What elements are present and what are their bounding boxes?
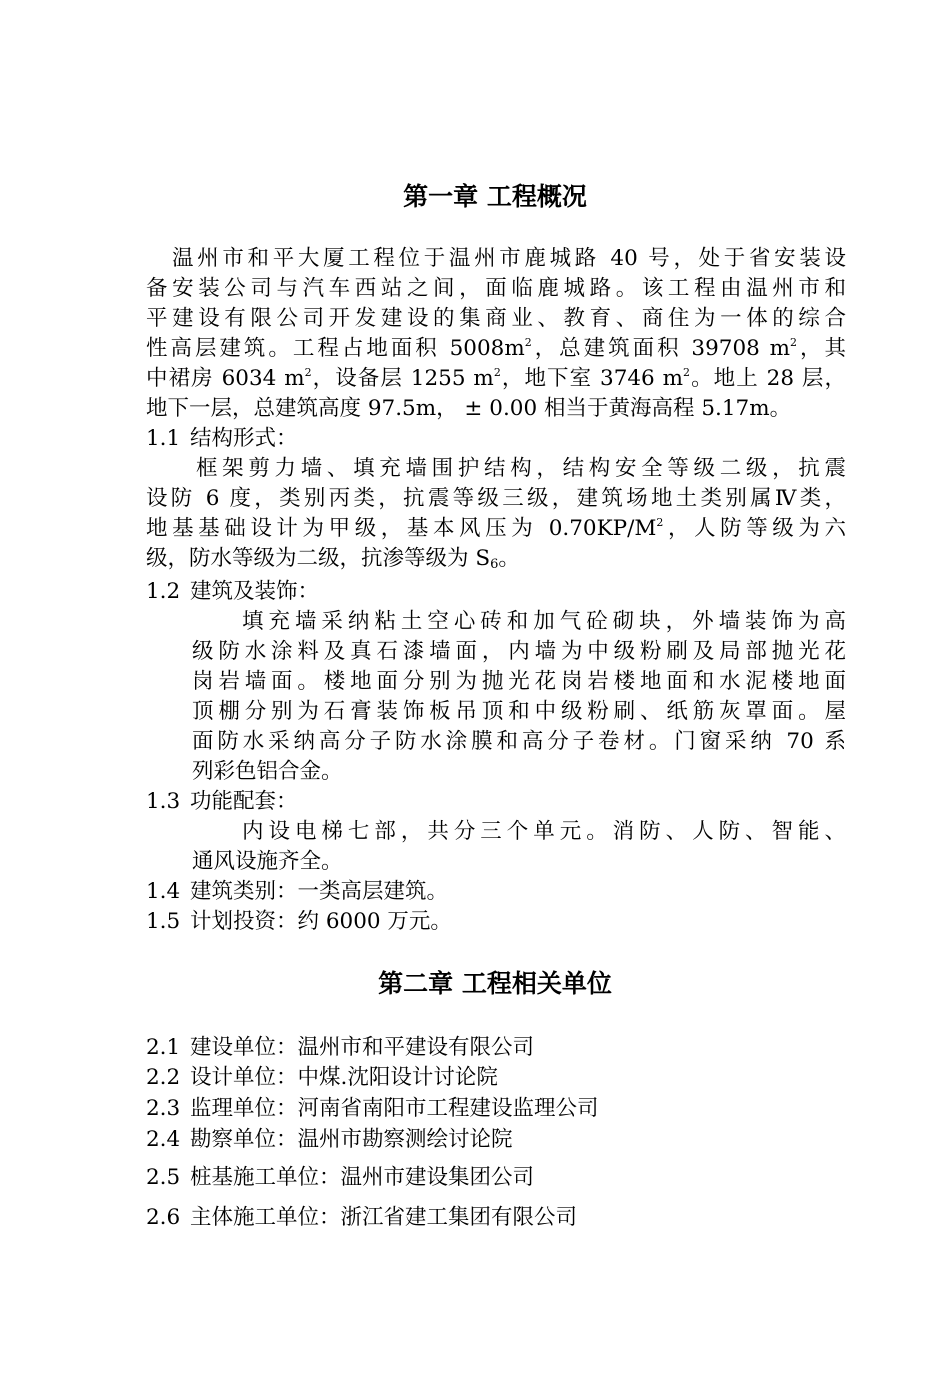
paragraph-line: 中裙房 6034 $m^2$，设备层 1255 $m^2$，地下室 3746 $m^2$。地上 28 层，	[146, 366, 846, 391]
paragraph-line: 通风设施齐全。	[192, 849, 343, 874]
paragraph-line: 地基基础设计为甲级，基本风压为 $0.70KP/M^2$，人防等级为六	[146, 516, 846, 541]
paragraph-line: 温州市和平大厦工程位于温州市鹿城路 40 号，处于省安装设	[172, 246, 846, 271]
unit-item: 2.4 勘察单位：温州市勘察测绘讨论院	[146, 1127, 513, 1152]
section-heading-1-1: 1.1 结构形式：	[146, 426, 298, 451]
paragraph-line: 级，防水等级为二级，抗渗等级为 $S_6$。	[146, 546, 520, 572]
section-heading-1-2: 1.2 建筑及装饰：	[146, 579, 320, 604]
chapter-2-title: 第二章 工程相关单位	[378, 969, 612, 998]
section-heading-1-5: 1.5 计划投资：约 6000 万元。	[146, 909, 452, 934]
paragraph-line: 填充墙采纳粘土空心砖和加气砼砌块，外墙装饰为高	[242, 609, 846, 634]
unit-item: 2.5 桩基施工单位：温州市建设集团公司	[146, 1165, 535, 1190]
paragraph-line: 顶棚分别为石膏装饰板吊顶和中级粉刷、纸筋灰罩面。屋	[192, 699, 846, 724]
chapter-1-title: 第一章 工程概况	[403, 182, 587, 211]
paragraph-line: 设防 6 度，类别丙类，抗震等级三级，建筑场地土类别属Ⅳ类，	[146, 486, 846, 511]
paragraph-line: 地下一层，总建筑高度 97.5m， ± 0.00 相当于黄海高程 5.17m。	[146, 396, 792, 421]
paragraph-line: 面防水采纳高分子防水涂膜和高分子卷材。门窗采纳 70 系	[192, 729, 846, 754]
section-heading-1-3: 1.3 功能配套：	[146, 789, 298, 814]
unit-item: 2.1 建设单位：温州市和平建设有限公司	[146, 1035, 535, 1060]
section-heading-1-4: 1.4 建筑类别：一类高层建筑。	[146, 879, 449, 904]
paragraph-line: 级防水涂料及真石漆墙面，内墙为中级粉刷及局部抛光花	[192, 639, 846, 664]
paragraph-line: 平建设有限公司开发建设的集商业、教育、商住为一体的综合	[146, 306, 846, 331]
paragraph-line: 备安装公司与汽车西站之间，面临鹿城路。该工程由温州市和	[146, 276, 846, 301]
unit-item: 2.3 监理单位：河南省南阳市工程建设监理公司	[146, 1096, 599, 1121]
paragraph-line: 性高层建筑。工程占地面积 $5008m^2$，总建筑面积 39708 $m^2$，其	[146, 336, 846, 361]
unit-item: 2.6 主体施工单位：浙江省建工集团有限公司	[146, 1205, 578, 1230]
paragraph-line: 列彩色铝合金。	[192, 759, 343, 784]
paragraph-line: 岗岩墙面。楼地面分别为抛光花岗岩楼地面和水泥楼地面	[192, 669, 846, 694]
paragraph-line: 框架剪力墙、填充墙围护结构，结构安全等级二级，抗震	[196, 456, 846, 481]
paragraph-line: 内设电梯七部，共分三个单元。消防、人防、智能、	[242, 819, 846, 844]
unit-item: 2.2 设计单位：中煤.沈阳设计讨论院	[146, 1065, 498, 1090]
